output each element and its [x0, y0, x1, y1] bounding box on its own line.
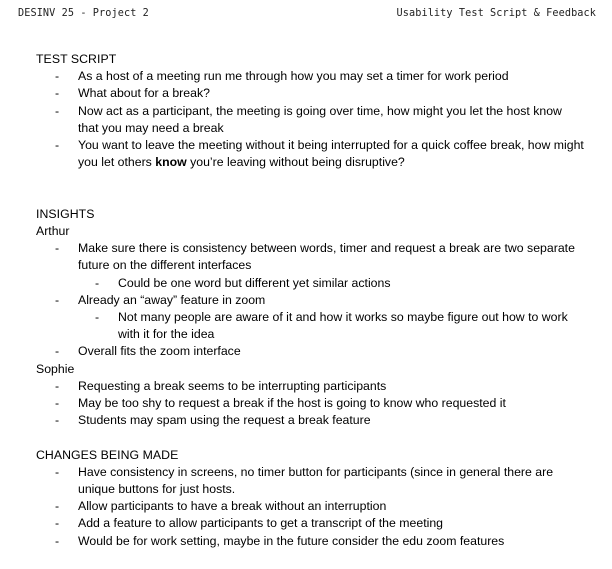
- bullet-list: [36, 240, 584, 360]
- bullet-dash-icon: -: [55, 378, 60, 393]
- bullet-dash-icon: -: [55, 516, 60, 531]
- bullet-dash-icon: -: [55, 86, 60, 101]
- bullet-item: [36, 240, 584, 274]
- participant-name: Sophie: [36, 361, 75, 376]
- bullet-item: [36, 498, 584, 515]
- bullet-dash-icon: -: [55, 533, 60, 548]
- bullet-item: [36, 395, 584, 412]
- bullet-item: [36, 292, 584, 309]
- bullet-text: Make sure there is consistency between words, timer and request a break are two separate future on the different interfaces: [78, 241, 575, 273]
- bullet-dash-icon: -: [55, 292, 60, 307]
- section: [36, 51, 584, 171]
- document-body: [36, 51, 584, 550]
- section-spacer: [36, 189, 584, 206]
- bullet-text: Have consistency in screens, no timer button for participants (since in general there are unique buttons for just hosts.: [78, 464, 554, 497]
- section-title: INSIGHTS: [36, 206, 95, 221]
- section-spacer: [36, 171, 584, 188]
- bullet-text: Would be for work setting, maybe in the future consider the edu zoom features: [78, 533, 505, 548]
- bullet-dash-icon: -: [55, 69, 60, 84]
- bullet-text: What about for a break?: [78, 86, 210, 101]
- section: [36, 206, 584, 430]
- participant-name: Arthur: [36, 224, 70, 238]
- bullet-dash-icon: -: [95, 275, 100, 290]
- bullet-item: [36, 412, 584, 429]
- bullet-dash-icon: -: [55, 241, 60, 256]
- bullet-item: [36, 85, 584, 102]
- section: [36, 447, 584, 550]
- bullet-dash-icon: -: [55, 413, 60, 428]
- bullet-item: [36, 68, 584, 85]
- bullet-dash-icon: -: [55, 103, 60, 118]
- bullet-text: Add a feature to allow participants to get a transcript of the meeting: [78, 516, 444, 531]
- header-document-title: Usability Test Script & Feedback: [396, 8, 596, 19]
- bullet-text: May be too shy to request a break if the host is going to know who requested it: [78, 396, 506, 411]
- section-spacer: [36, 429, 584, 446]
- bullet-text: Overall fits the zoom interface: [78, 344, 241, 359]
- section-title: CHANGES BEING MADE: [36, 447, 179, 462]
- bullet-text: Requesting a break seems to be interrupting participants: [78, 378, 387, 393]
- bullet-text-emphasis: know: [155, 155, 187, 170]
- bullet-text: Allow participants to have a break without an interruption: [78, 499, 387, 514]
- bullet-item: [36, 378, 584, 395]
- bullet-item: [36, 343, 584, 360]
- bullet-dash-icon: -: [55, 138, 60, 153]
- bullet-text: Now act as a participant, the meeting is going over time, how might you let the host know that you may need a break: [78, 103, 562, 135]
- bullet-text: [78, 137, 584, 171]
- bullet-dash-icon: -: [55, 499, 60, 514]
- bullet-list: [36, 68, 584, 171]
- bullet-item: [36, 103, 584, 137]
- bullet-item: [36, 137, 584, 171]
- bullet-list: [36, 464, 584, 550]
- bullet-text: Could be one word but different yet similar actions: [118, 275, 391, 290]
- bullet-item: [36, 275, 584, 292]
- bullet-item: [36, 309, 584, 343]
- header-course-project: DESINV 25 - Project 2: [18, 8, 149, 19]
- bullet-dash-icon: -: [55, 464, 60, 479]
- bullet-dash-icon: -: [55, 396, 60, 411]
- section-title: TEST SCRIPT: [36, 52, 117, 66]
- bullet-item: [36, 515, 584, 532]
- bullet-dash-icon: -: [95, 310, 100, 325]
- bullet-item: [36, 533, 584, 550]
- bullet-text: As a host of a meeting run me through how you may set a timer for work period: [78, 69, 509, 84]
- bullet-list: [36, 378, 584, 430]
- bullet-dash-icon: -: [55, 344, 60, 359]
- bullet-text: Not many people are aware of it and how it works so maybe figure out how to work with it for the idea: [118, 310, 568, 342]
- bullet-item: [36, 464, 584, 498]
- bullet-text: Students may spam using the request a break feature: [78, 413, 371, 428]
- running-header: [18, 8, 596, 24]
- bullet-text-part: you’re leaving without being disruptive?: [186, 155, 405, 170]
- bullet-text-part: You want to leave the meeting without it being interrupted for a quick coffee break, how might you let others: [78, 138, 584, 170]
- bullet-text: Already an “away” feature in zoom: [78, 292, 266, 307]
